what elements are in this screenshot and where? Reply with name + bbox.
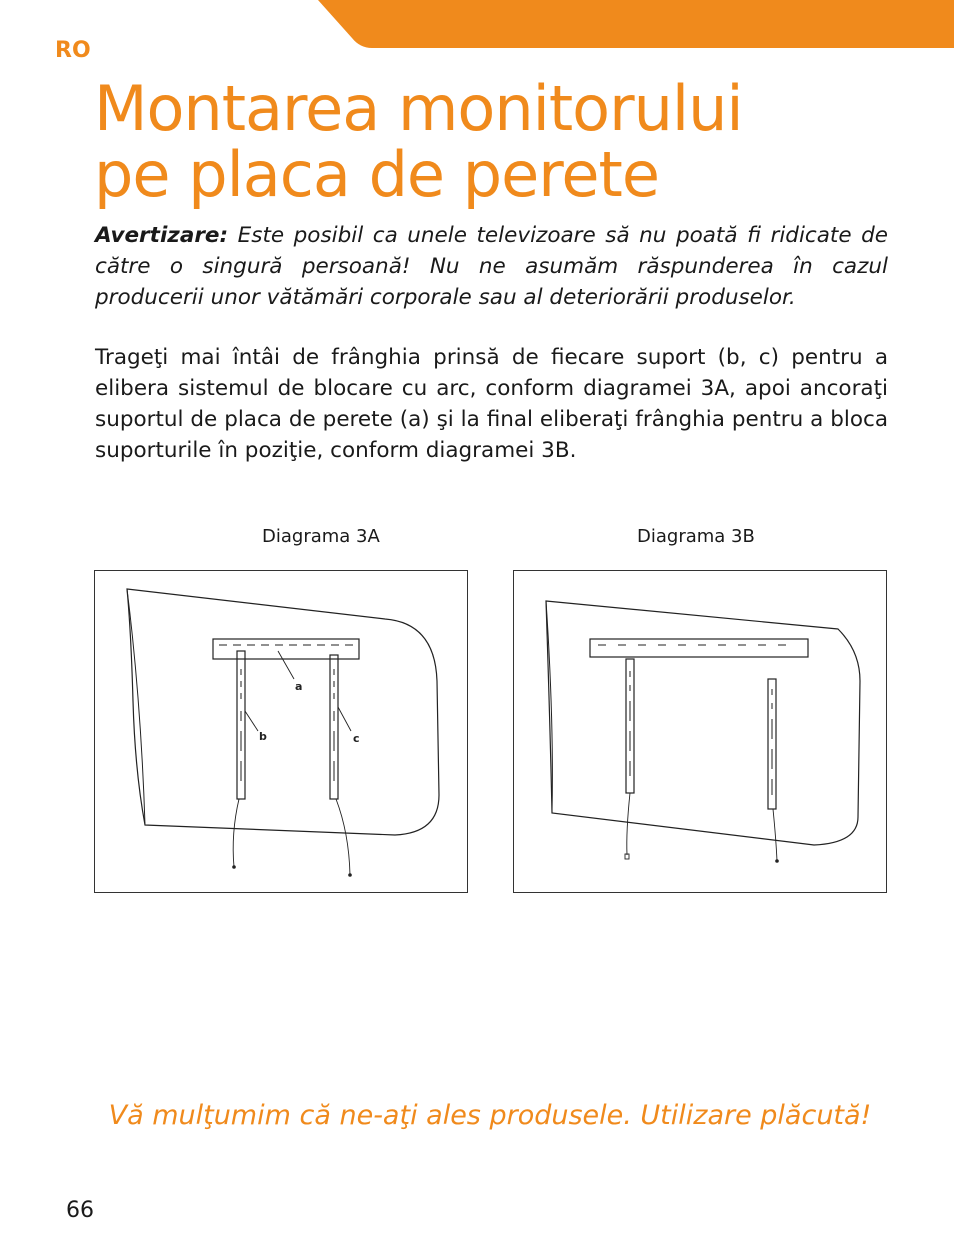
diagram-label-a: a [295, 680, 303, 693]
page-number: 66 [66, 1198, 94, 1223]
warning-text: Este posibil ca unele televizoare să nu poată fi ridicate de către o singură persoană! Nu ne asumăm răspunderea în cazul producerii unor vătămări corporale sau al deteriorării produselor. [95, 223, 888, 310]
page-title-line1: Montarea monitorului [94, 72, 743, 145]
thank-you-message: Vă mulţumim că ne-aţi ales produsele. Utilizare plăcută! [108, 1100, 872, 1131]
warning-paragraph [95, 220, 888, 313]
instructions-paragraph: Trageţi mai întâi de frânghia prinsă de fiecare suport (b, c) pentru a elibera sistemul de blocare cu arc, conform diagramei 3A, apoi ancoraţi suportul de placa de perete (a) şi la final eliberaţi frânghia pentru a bloca suporturile în poziţie, conform diagramei 3B. [95, 345, 888, 463]
diagram-3b-caption: Diagrama 3B [637, 526, 755, 547]
diagram-3a-illustration [95, 571, 469, 894]
diagram-label-b: b [259, 730, 267, 743]
page-title-line2: pe placa de perete [94, 138, 660, 211]
diagram-label-c: c [353, 732, 360, 745]
diagram-3a-caption: Diagrama 3A [262, 526, 380, 547]
diagram-3a [94, 570, 468, 893]
warning-label: Avertizare: [95, 223, 229, 248]
header-orange-band [0, 0, 954, 50]
diagram-3b [513, 570, 887, 893]
language-code: RO [55, 38, 91, 63]
diagram-3b-illustration [514, 571, 888, 894]
page-title [94, 72, 874, 211]
